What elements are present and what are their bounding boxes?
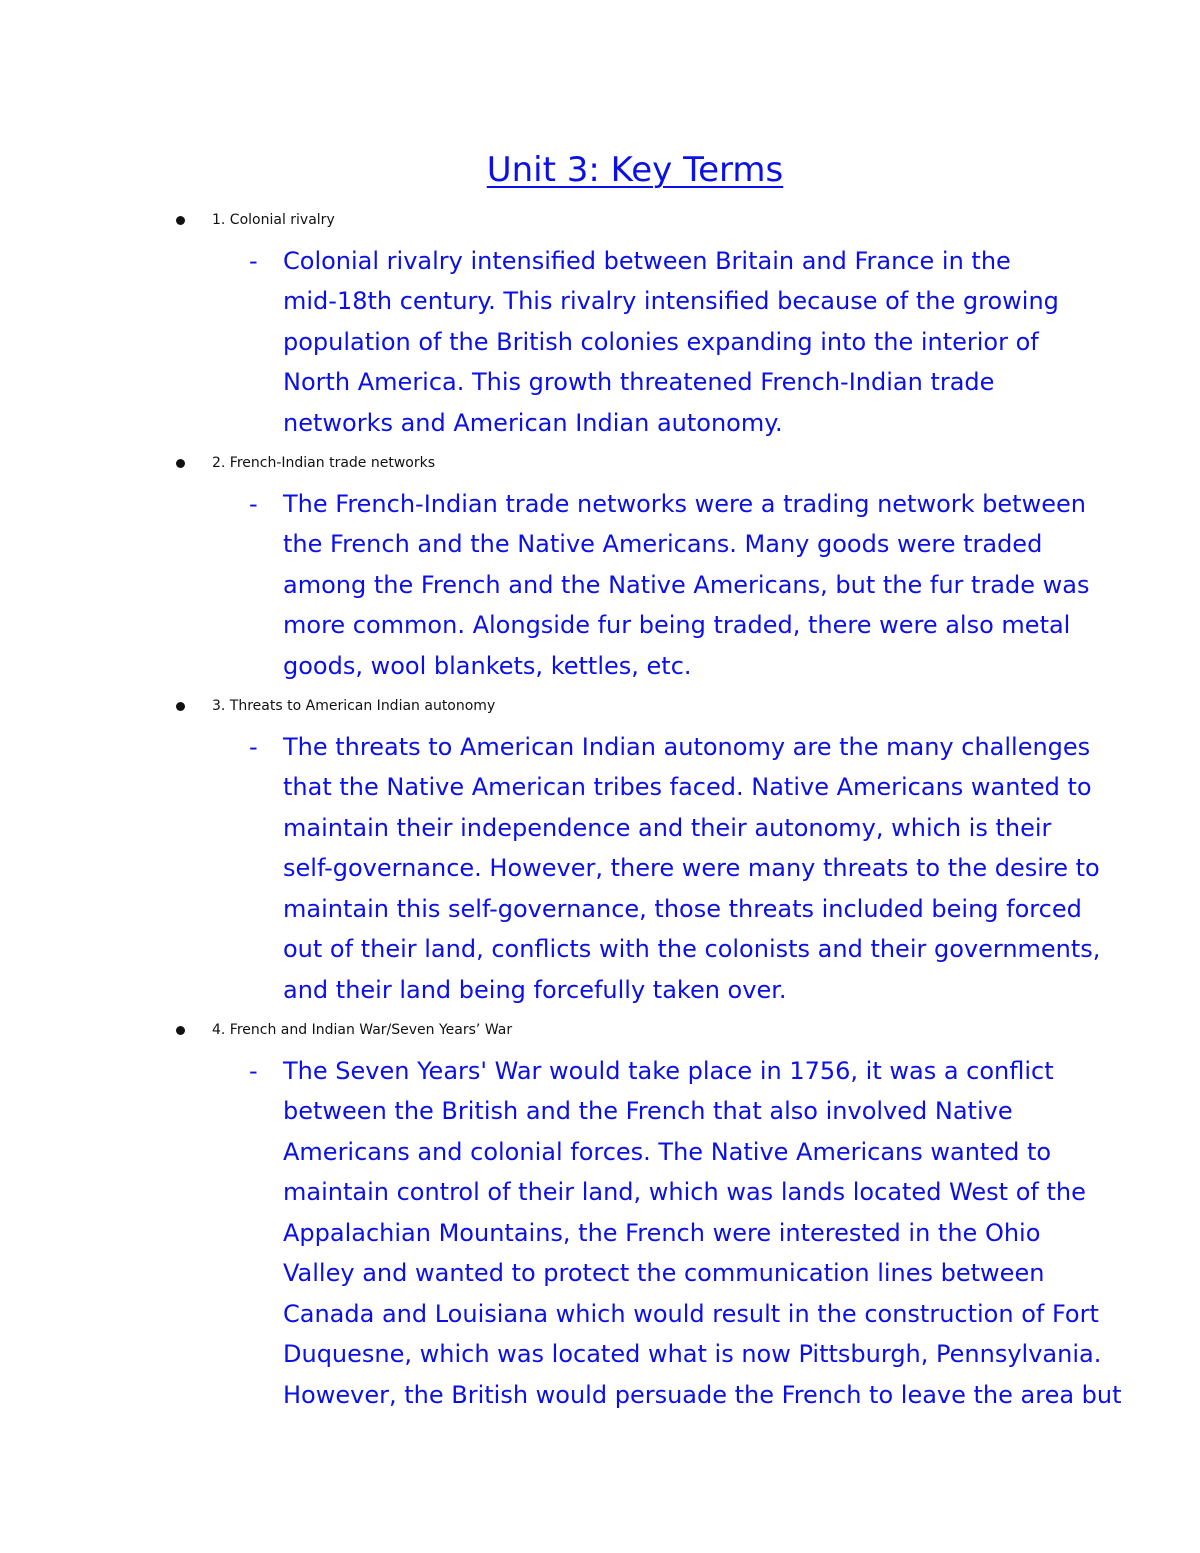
dash-marker: - — [249, 732, 258, 761]
definition-line: Duquesne, which was located what is now Pittsburgh, Pennsylvania. — [283, 1340, 1102, 1368]
key-term-heading-text: 3. Threats to American Indian autonomy — [212, 698, 496, 714]
definition-line: maintain this self-governance, those threats included being forced — [283, 894, 1082, 923]
definition-line: maintain their independence and their autonomy, which is their — [283, 813, 1052, 842]
key-term-item — [0, 1010, 1200, 1415]
key-term-definition — [0, 727, 1200, 1011]
definition-line: maintain control of their land, which was lands located West of the — [283, 1178, 1086, 1206]
key-term-heading — [0, 200, 1200, 241]
definition-line: that the Native American tribes faced. Native Americans wanted to — [283, 773, 1092, 801]
page-title: Unit 3: Key Terms — [486, 150, 784, 190]
definition-line: self-governance. However, there were many threats to the desire to — [283, 854, 1100, 882]
bullet-icon — [176, 459, 185, 468]
key-terms-list — [0, 200, 1200, 1415]
definition-line: between the British and the French that also involved Native — [283, 1097, 1013, 1125]
definition-line: Appalachian Mountains, the French were interested in the Ohio — [283, 1218, 1041, 1247]
definition-line: Canada and Louisiana which would result in the construction of Fort — [283, 1299, 1099, 1328]
key-term-heading — [0, 1010, 1200, 1051]
dash-marker: - — [249, 1056, 258, 1085]
key-term-definition — [0, 241, 1200, 444]
key-term-heading-text: 2. French-Indian trade networks — [212, 455, 436, 471]
definition-line: goods, wool blankets, kettles, etc. — [283, 651, 692, 680]
definition-line: and their land being forcefully taken over. — [283, 975, 787, 1004]
definition-line: The French-Indian trade networks were a trading network between — [283, 489, 1086, 518]
definition-line: North America. This growth threatened French-Indian trade — [283, 368, 995, 396]
key-term-heading-text: 1. Colonial rivalry — [212, 212, 335, 228]
key-term-heading — [0, 443, 1200, 484]
key-term-item — [0, 200, 1200, 443]
key-term-definition — [0, 1051, 1200, 1416]
bullet-icon — [176, 1026, 185, 1035]
dash-marker: - — [249, 246, 258, 275]
definition-line: The threats to American Indian autonomy are the many challenges — [283, 732, 1091, 761]
bullet-icon — [176, 702, 185, 711]
bullet-icon — [176, 216, 185, 225]
definition-line: among the French and the Native Americans, but the fur trade was — [283, 570, 1090, 599]
definition-line: population of the British colonies expanding into the interior of — [283, 327, 1039, 356]
definition-line: The Seven Years' War would take place in 1756, it was a conflict — [283, 1056, 1054, 1085]
key-term-heading-text: 4. French and Indian War/Seven Years’ War — [212, 1022, 513, 1038]
definition-line: more common. Alongside fur being traded, there were also metal — [283, 611, 1071, 639]
definition-line: Colonial rivalry intensified between Britain and France in the — [283, 246, 1011, 275]
dash-marker: - — [249, 489, 258, 518]
definition-line: Valley and wanted to protect the communication lines between — [283, 1259, 1045, 1287]
key-term-heading — [0, 686, 1200, 727]
key-term-item — [0, 443, 1200, 686]
definition-line: However, the British would persuade the French to leave the area but — [283, 1380, 1122, 1409]
key-term-item — [0, 686, 1200, 1010]
definition-line: the French and the Native Americans. Many goods were traded — [283, 530, 1043, 558]
definition-line: mid-18th century. This rivalry intensified because of the growing — [283, 287, 1059, 315]
definition-line: networks and American Indian autonomy. — [283, 408, 783, 437]
key-term-definition — [0, 484, 1200, 687]
definition-line: out of their land, conflicts with the colonists and their governments, — [283, 935, 1101, 963]
definition-line: Americans and colonial forces. The Native Americans wanted to — [283, 1137, 1052, 1166]
